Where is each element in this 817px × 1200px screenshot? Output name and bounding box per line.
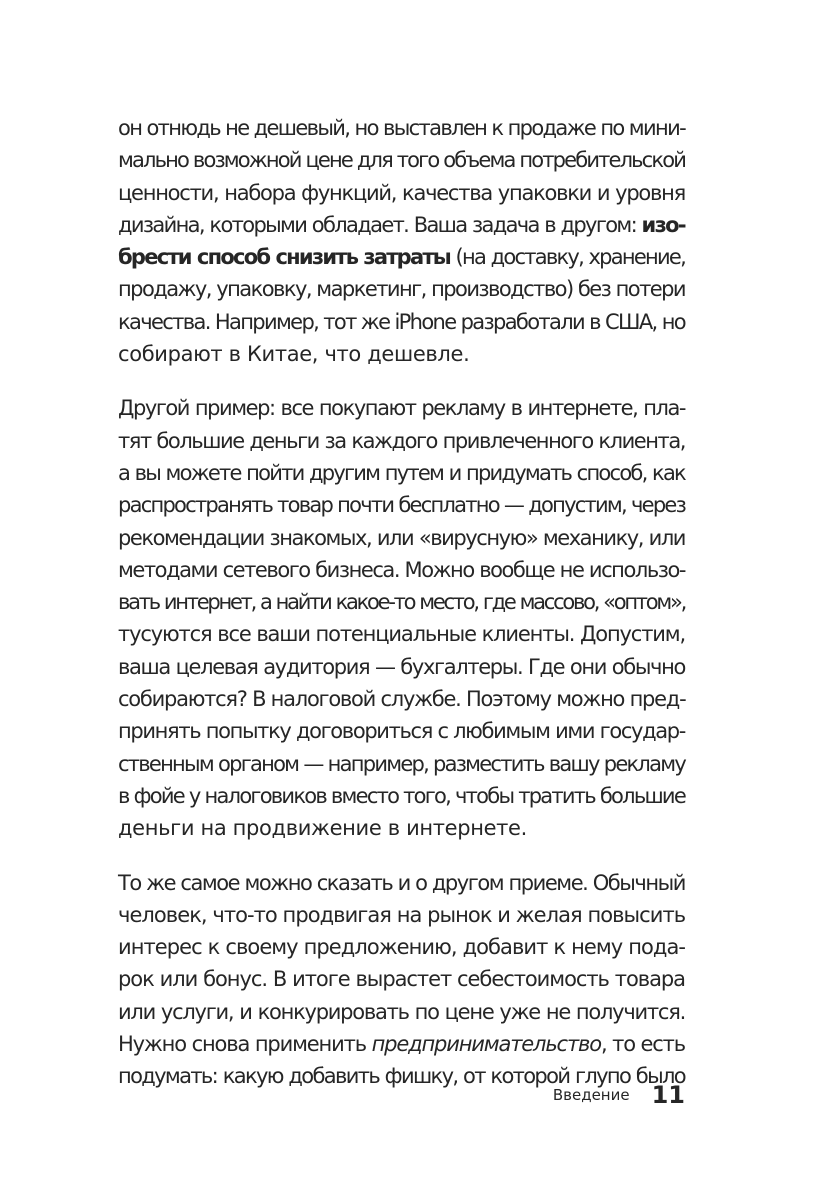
text-line: качества. Например, тот же iPhone разработали в США, но [118,309,685,334]
text-line: или услуги, и конкурировать по цене уже не получится. [118,999,685,1024]
text-line: собираются? В налоговой службе. Поэтому можно пред- [118,687,686,712]
italic-text: предпринимательство [371,1032,601,1057]
bold-text: изо- [641,212,685,237]
text-line: тусуются все ваши потенциальные клиенты. Допустим, [118,622,685,647]
text-line: интерес к своему предложению, добавит к нему пода- [118,935,685,960]
text-line: собирают в Китае, что дешевле. [118,342,470,367]
text-line: мально возможной цене для того объема потребительской [118,148,685,173]
text-line: рок или бонус. В итоге вырастет себестоимость товара [118,967,685,992]
paragraph-gap [118,845,685,867]
paragraph-3 [118,867,685,1093]
text-line: подумать: какую добавить фишку, от которой глупо было [118,1064,685,1089]
paragraph-1 [118,112,685,370]
text-run: Нужно снова применить [118,1032,372,1057]
text-run: , то есть [600,1032,685,1057]
text-line: То же самое можно сказать и о другом приеме. Обычный [118,870,685,895]
text-line: Другой пример: все покупают рекламу в интернете, пла- [118,396,685,421]
text-line: принять попытку договориться с любимым ими государ- [118,719,685,744]
page-footer [540,1078,685,1112]
page-number: 11 [651,1081,685,1109]
running-head: Введение [552,1086,630,1104]
text-line [118,1028,685,1060]
paragraph-gap [118,370,685,392]
text-line: ственным органом — например, разместить вашу рекламу [118,751,685,776]
text-run: (на доставку, хранение, [450,245,686,270]
bold-text: брести способ снизить затраты [118,245,451,270]
page-body [118,112,685,1093]
text-line: деньги на продвижение в интернете. [118,816,527,841]
paragraph-2 [118,392,685,844]
text-line: ценности, набора функций, качества упаковки и уровня [118,180,685,205]
text-line [118,209,685,241]
text-line: в фойе у налоговиков вместо того, чтобы тратить большие [118,783,685,808]
text-line: человек, что-то продвигая на рынок и желая повысить [118,902,686,927]
text-line: продажу, упаковку, маркетинг, производство) без потери [118,277,685,302]
text-line: а вы можете пойти другим путем и придумать способ, как [118,460,685,485]
text-line: ваша целевая аудитория — бухгалтеры. Где они обычно [118,654,685,679]
text-run: дизайна, которыми обладает. Ваша задача в другом: [118,212,642,237]
text-line [118,241,685,273]
text-line: он отнюдь не дешевый, но выставлен к продаже по мини- [118,116,685,140]
text-line: тят большие деньги за каждого привлеченного клиента, [118,428,685,453]
text-line: распространять товар почти бесплатно — допустим, через [118,493,685,518]
text-line: методами сетевого бизнеса. Можно вообще не использо- [118,557,685,582]
text-line: рекомендации знакомых, или «вирусную» механику, или [118,525,685,550]
text-line: вать интернет, а найти какое-то место, где массово, «оптом», [118,590,685,615]
